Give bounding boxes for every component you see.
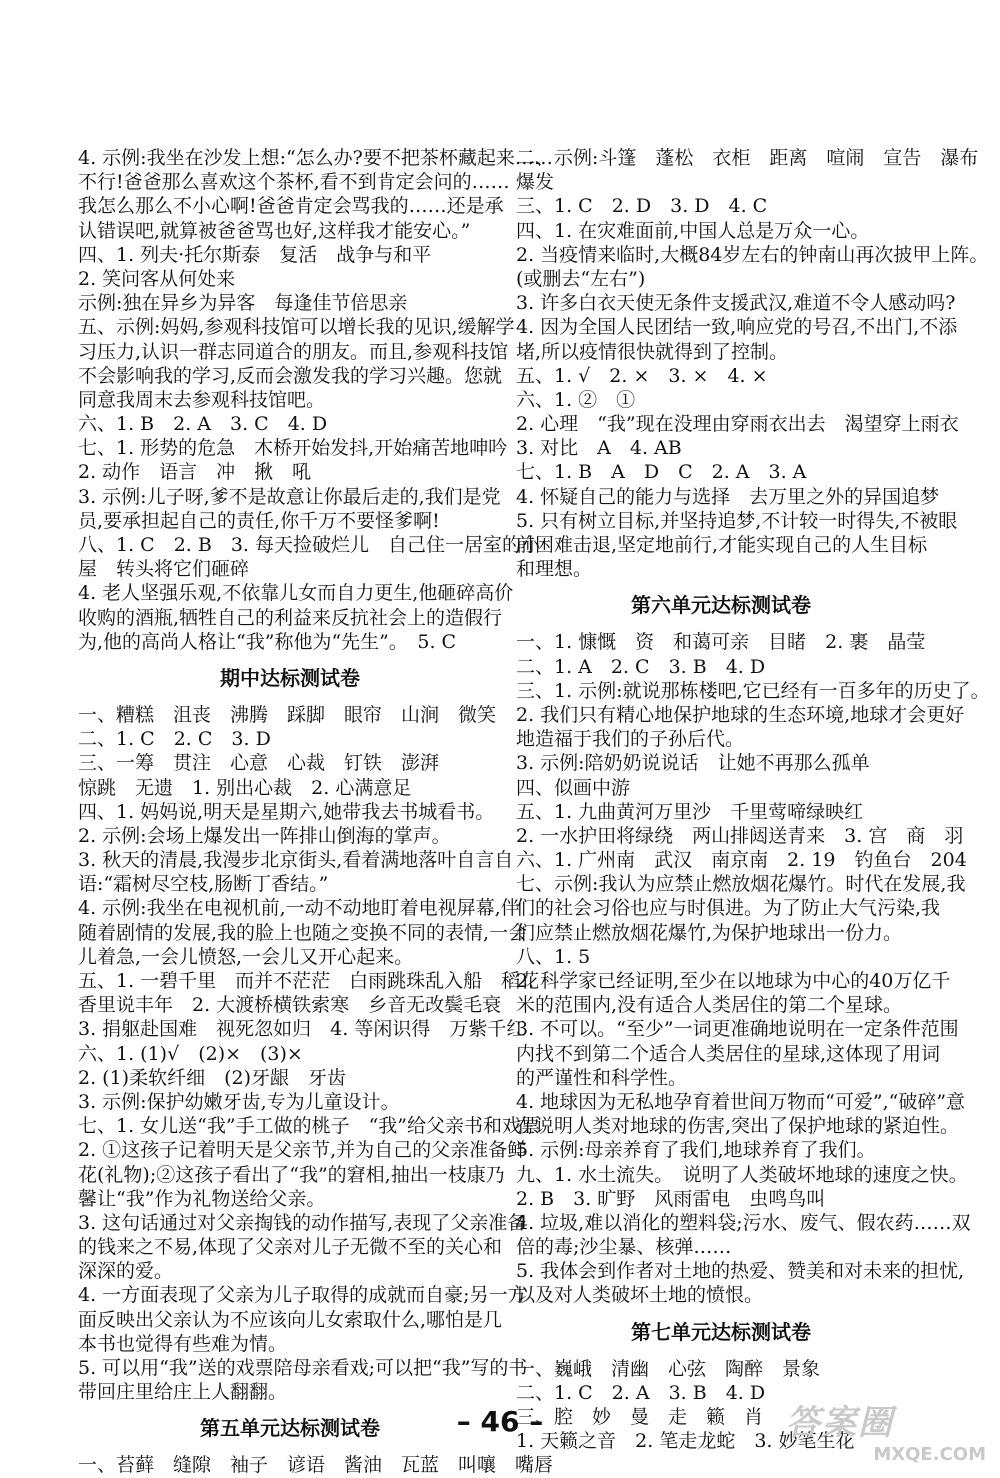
answer-line: 的钱来之不易,体现了父亲对儿子无微不至的关心和	[78, 1236, 503, 1259]
answer-line: 馨让“我”作为礼物送给父亲。	[78, 1187, 326, 1210]
answer-line: 地造福于我们的子孙后代。	[516, 728, 745, 751]
answer-line: 4. 垃圾,难以消化的塑料袋;污水、废气、假农药……双	[516, 1211, 971, 1234]
answer-line: 五、1. √ 2. × 3. × 4. ×	[516, 364, 768, 387]
answer-line: 七、1. 形势的危急 木桥开始发抖,开始痛苦地呻吟	[78, 437, 508, 460]
answer-line: 的严谨性和科学性。	[516, 1066, 688, 1089]
answer-line: 本书也觉得有些难为情。	[78, 1332, 288, 1355]
answer-line: 堵,所以疫情很快就得到了控制。	[516, 340, 789, 363]
answer-line: 一、巍峨 清幽 心弦 陶醉 景象	[516, 1357, 821, 1380]
section-title: 第七单元达标测试卷	[631, 1319, 811, 1344]
answer-line: 同意我周末去参观科技馆吧。	[78, 388, 326, 411]
answer-line: 三、一筹 贯注 心意 心裁 钉铁 澎湃	[78, 752, 440, 775]
answer-line: 们应禁止燃放烟花爆竹,为保护地球出一份力。	[516, 921, 903, 944]
answer-line: 5. 我体会到作者对土地的热爱、赞美和对未来的担忧,	[516, 1260, 965, 1283]
answer-line: 4. 怀疑自己的能力与选择 去万里之外的异国追梦	[516, 485, 940, 508]
answer-line: 5. 只有树立目标,并坚持追梦,不计较一时得失,不被眼	[516, 509, 958, 532]
section-title: 期中达标测试卷	[220, 665, 360, 690]
answer-line: 不行!爸爸那么喜欢这个茶杯,看不到肯定会问的……	[78, 171, 510, 194]
answer-line: 3. 这句话通过对父亲掏钱的动作描写,表现了父亲准备	[78, 1211, 527, 1234]
answer-line: 二、1. A 2. C 3. B 4. D	[516, 655, 766, 678]
answer-line: 二、示例:斗篷 蓬松 衣柜 距离 喧闹 宣告 瀑布	[516, 147, 979, 169]
answer-line: 2. 一水护田将绿绕 两山排闼送青来 3. 宫 商 羽	[516, 824, 964, 847]
answer-line: 2. (1)柔软纤细 (2)牙龈 牙齿	[78, 1066, 346, 1089]
answer-line: 在说明人类对地球的伤害,突出了保护地球的紧迫性。	[516, 1115, 960, 1138]
answer-line: 3. 示例:保护幼嫩牙齿,专为儿童设计。	[78, 1090, 400, 1113]
answer-line: 4. 示例:我坐在电视机前,一动不动地盯着电视屏幕,伴	[78, 897, 520, 920]
answer-line: 内找不到第二个适合人类居住的星球,这体现了用词	[516, 1042, 941, 1065]
answer-line: 2. 当疫情来临时,大概84岁左右的钟南山再次披甲上阵。	[516, 243, 989, 266]
answer-line: 4. 因为全国人民团结一致,响应党的号召,不出门,不添	[516, 316, 958, 339]
answer-line: 四、1. 妈妈说,明天是星期六,她带我去书城看书。	[78, 800, 495, 823]
answer-line: 认错误吧,就算被爸爸骂也好,这样我才能安心。”	[78, 219, 471, 242]
page-number: – 46 –	[456, 1405, 544, 1438]
answer-line: 屋 转头将它们砸碎	[78, 558, 250, 581]
answer-line: 二、1. C 2. A 3. B 4. D	[516, 1381, 766, 1404]
answer-line: 八、1. 5	[516, 945, 591, 968]
answer-line: 员,要承担起自己的责任,你千万不要怪爹啊!	[78, 509, 440, 532]
answer-line: 三、1. 示例:就说那栋楼吧,它已经有一百多年的历史了。	[516, 679, 990, 702]
answer-line: 倍的毒;沙尘暴、核弹……	[516, 1236, 732, 1259]
answer-line: 3. 许多白衣天使无条件支援武汉,难道不令人感动吗?	[516, 292, 956, 315]
answer-line: 和理想。	[516, 558, 593, 581]
answer-line: 习压力,认识一群志同道合的朋友。而且,参观科技馆	[78, 340, 509, 363]
answer-line: 六、1. (1)√ (2)× (3)×	[78, 1042, 303, 1065]
answer-line: 花(礼物);②这孩子看出了“我”的窘相,抽出一枝康乃	[78, 1163, 505, 1186]
answer-line: 九、1. 水土流失。 说明了人类破坏地球的速度之快。	[516, 1163, 968, 1186]
answer-line: 面反映出父亲认为不应该向儿女索取什么,哪怕是几	[78, 1308, 503, 1331]
answer-line: 1. 天籁之音 2. 笔走龙蛇 3. 妙笔生花	[516, 1430, 855, 1453]
answer-line: 2. 笑问客从何处来	[78, 267, 236, 290]
answer-line: 三、1. C 2. D 3. D 4. C	[516, 195, 768, 218]
answer-line: 4. 示例:我坐在沙发上想:“怎么办?要不把茶杯藏起来……	[78, 147, 553, 169]
watermark-url: MXQE.COM	[873, 1444, 986, 1465]
answer-line: 米的范围内,没有适合人类居住的第二个星球。	[516, 994, 903, 1017]
answer-line: 三、腔 妙 曼 走 籁 肖	[516, 1406, 764, 1428]
watermark-text: 答案圈	[786, 1403, 894, 1443]
answer-line: 为,他的高尚人格让“我”称他为“先生”。 5. C	[78, 630, 457, 653]
answer-line: 五、1. 九曲黄河万里沙 千里莺啼绿映红	[516, 800, 864, 823]
answer-line: 4. 一方面表现了父亲为儿子取得的成就而自豪;另一方	[78, 1284, 527, 1307]
answer-line: 以及对人类破坏土地的愤恨。	[516, 1284, 764, 1307]
answer-line: 5. 可以用“我”送的戏票陪母亲看戏;可以把“我”写的书	[78, 1357, 528, 1379]
answer-line: 四、1. 在灾难面前,中国人总是万众一心。	[516, 219, 870, 242]
answer-line: 2. B 3. 旷野 风雨雷电 虫鸣鸟叫	[516, 1187, 826, 1210]
answer-line: 七、示例:我认为应禁止燃放烟花爆竹。时代在发展,我	[516, 873, 966, 896]
answer-line: 爆发	[516, 171, 555, 194]
answer-line: 八、1. C 2. B 3. 每天捡破烂儿 自己住一居室的小	[78, 534, 541, 556]
answer-line: 一、1. 慷慨 资 和蔼可亲 目睹 2. 裹 晶莹	[516, 631, 926, 654]
answer-line: 们的社会习俗也应与时俱进。为了防止大气污染,我	[516, 897, 941, 920]
answer-line: 3. 示例:陪奶奶说说话 让她不再那么孤单	[516, 752, 870, 775]
answer-line: 2. 示例:会场上爆发出一阵排山倒海的掌声。	[78, 824, 451, 847]
answer-line: 5. 示例:母亲养育了我们,地球养育了我们。	[516, 1139, 876, 1162]
answer-line: 2. 科学家已经证明,至少在以地球为中心的40万亿千	[516, 970, 951, 992]
answer-line: 一、糟糕 沮丧 沸腾 踩脚 眼帘 山涧 微笑	[78, 703, 497, 726]
answer-line: 六、1. ② ①	[516, 388, 636, 411]
answer-line: 4. 老人坚强乐观,不依靠儿女而自力更生,他砸碎高价	[78, 582, 514, 605]
answer-line: 四、1. 列夫·托尔斯泰 复活 战争与和平	[78, 243, 432, 266]
answer-line: 2. ①这孩子记着明天是父亲节,并为自己的父亲准备鲜	[78, 1139, 527, 1162]
answer-line: 深深的爱。	[78, 1260, 174, 1283]
answer-line: 儿着急,一会儿愤怒,一会儿又开心起来。	[78, 945, 414, 968]
answer-line: 2. 动作 语言 冲 揪 吼	[78, 461, 312, 484]
answer-line: 3. 捐躯赴国难 视死忽如归 4. 等闲识得 万紫千红	[78, 1018, 526, 1041]
answer-line: 带回庄里给庄上人翻翻。	[78, 1381, 288, 1404]
answer-line: 示例:独在异乡为异客 每逢佳节倍思亲	[78, 292, 408, 315]
answer-line: 香里说丰年 2. 大渡桥横铁索寒 乡音无改鬓毛衰	[78, 994, 502, 1017]
answer-line: (或删去“左右”)	[516, 267, 646, 290]
answer-line: 随着剧情的发展,我的脸上也随之变换不同的表情,一会	[78, 921, 528, 944]
answer-line: 前困难击退,坚定地前行,才能实现自己的人生目标	[516, 534, 928, 556]
answer-line: 一、苔藓 缝隙 袖子 谚语 酱油 瓦蓝 叫嚷 嘴唇	[78, 1454, 554, 1477]
answer-line: 四、似画中游	[516, 776, 631, 799]
answer-line: 五、1. 一碧千里 而并不茫茫 白雨跳珠乱入船 稻花	[78, 970, 540, 992]
answer-line: 我怎么那么不小心啊!爸爸肯定会骂我的……还是承	[78, 195, 504, 218]
answer-line: 2. 心理 “我”现在没理由穿雨衣出去 渴望穿上雨衣	[516, 413, 959, 436]
answer-line: 3. 对比 A 4. AB	[516, 437, 682, 460]
answer-line: 2. 我们只有精心地保护地球的生态环境,地球才会更好	[516, 703, 965, 726]
answer-line: 收购的酒瓶,牺牲自己的利益来反抗社会上的造假行	[78, 606, 503, 629]
answer-line: 不会影响我的学习,反而会激发我的学习兴趣。您就	[78, 364, 503, 387]
answer-line: 3. 秋天的清晨,我漫步北京街头,看着满地落叶自言自	[78, 849, 514, 872]
answer-line: 3. 不可以。“至少”一词更准确地说明在一定条件范围	[516, 1018, 959, 1041]
answer-line: 4. 地球因为无私地孕育着世间万物而“可爱”,“破碎”意	[516, 1090, 966, 1113]
answer-line: 六、1. 广州南 武汉 南京南 2. 19 钓鱼台 204	[516, 849, 967, 872]
section-title: 第五单元达标测试卷	[200, 1416, 380, 1441]
right-column	[516, 146, 990, 1453]
answer-line: 五、示例:妈妈,参观科技馆可以增长我的见识,缓解学	[78, 316, 515, 339]
answer-line: 七、1. 女儿送“我”手工做的桃子 “我”给父亲书和戏票	[78, 1115, 541, 1138]
answer-line: 六、1. B 2. A 3. C 4. D	[78, 413, 328, 436]
answer-line: 3. 示例:儿子呀,爹不是故意让你最后走的,我们是党	[78, 485, 501, 508]
answer-line: 语:“霜树尽空枝,肠断丁香结。”	[78, 873, 329, 896]
answer-line: 惊跳 无遗 1. 别出心裁 2. 心满意足	[78, 776, 412, 799]
answer-line: 二、1. C 2. C 3. D	[78, 728, 271, 751]
section-title: 第六单元达标测试卷	[631, 593, 811, 618]
answer-line: 七、1. B A D C 2. A 3. A	[516, 461, 807, 484]
watermark-logo	[786, 1395, 986, 1465]
